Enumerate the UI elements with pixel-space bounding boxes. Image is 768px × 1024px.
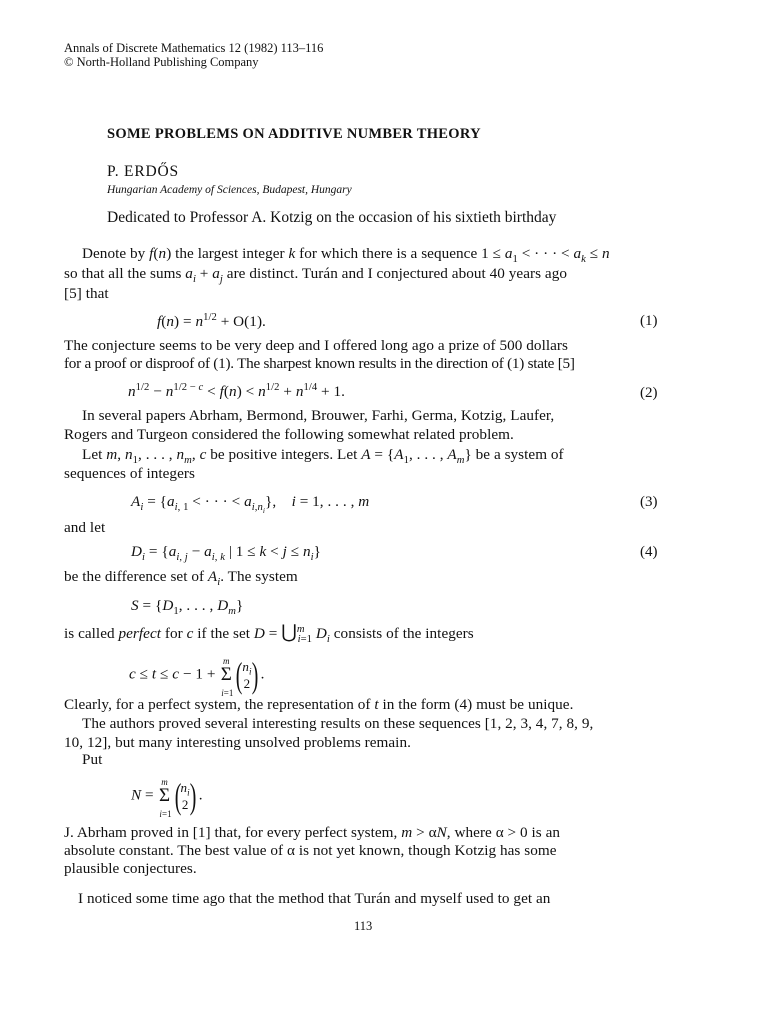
abrham-line3: plausible conjectures. <box>64 860 197 877</box>
paper-title: SOME PROBLEMS ON ADDITIVE NUMBER THEORY <box>107 126 481 142</box>
range-inequality: c ≤ t ≤ c − 1 + m Σ i=1 ($n_i$ 2) . <box>129 655 265 698</box>
para1-line1: Denote by f(n) the largest integer k for which there is a sequence $1 \le a_1$ < · · · < $a_k \le n$ <box>82 245 610 266</box>
system-s-equation: $S = \{D_1$, . . . , $D_m$} <box>131 597 244 618</box>
para2-line2: for a proof or disproof of (1). The sharpest known results in the direction of (1) state [5] <box>64 355 575 372</box>
abrham-line2: absolute constant. The best value of α is not yet known, though Kotzig has some <box>64 842 557 859</box>
equation-4-number: (4) <box>640 544 658 560</box>
equation-1-number: (1) <box>640 313 658 329</box>
equation-2-number: (2) <box>640 385 658 401</box>
equation-2: $n^{1/2} - n^{1/2 - c} < f(n) < n^{1/2} + n^{1/4} + 1$. <box>128 381 346 400</box>
put-text: Put <box>82 751 103 768</box>
abrham-line1: J. Abrham proved in [1] that, for every perfect system, m > αN, where α > 0 is an <box>64 824 561 841</box>
and-let-text: and let <box>64 519 106 536</box>
equation-1: $f(n) = n^{1/2} + O(1)$. <box>157 311 266 330</box>
author-name: P. ERDŐS <box>107 163 179 180</box>
equation-3-number: (3) <box>640 494 658 510</box>
difference-set-text: be the difference set of $A_i$. The system <box>64 568 298 589</box>
para2-line1: The conjecture seems to be very deep and I offered long ago a prize of 500 dollars <box>64 337 568 354</box>
publisher-line: © North-Holland Publishing Company <box>64 55 259 69</box>
authors-line2: 10, 12], but many interesting unsolved problems remain. <box>64 734 411 751</box>
para3-line1: In several papers Abrham, Bermond, Brouwer, Farhi, Germa, Kotzig, Laufer, <box>82 407 555 424</box>
para1-line2: so that all the sums $a_i + a_j$ are distinct. Turán and I conjectured about 40 years ago <box>64 265 567 286</box>
author-affiliation: Hungarian Academy of Sciences, Budapest, Hungary <box>107 184 352 196</box>
para1-line3: [5] that <box>64 285 109 302</box>
journal-citation: Annals of Discrete Mathematics 12 (1982) 113–116 <box>64 41 324 55</box>
para4-line1: Let m, $n_1$, . . . , $n_m$, c be positive integers. Let $A = \{A_1$, . . . , $A_m$} be a system of <box>82 446 564 467</box>
clearly-text: Clearly, for a perfect system, the representation of t in the form (4) must be unique. <box>64 696 574 713</box>
para3-line2: Rogers and Turgeon considered the following somewhat related problem. <box>64 426 514 443</box>
para4-line2: sequences of integers <box>64 465 195 482</box>
page-number: 113 <box>354 919 373 933</box>
final-line: I noticed some time ago that the method that Turán and myself used to get an <box>78 890 551 907</box>
n-definition-equation: N = m Σ i=1 ($n_i$ 2) . <box>131 776 203 819</box>
perfect-definition-text: is called perfect for c if the set D = ⋃$^m_{i=1}$ $D_i$ consists of the integers <box>64 622 474 646</box>
equation-4: $D_i = \{a_{i, j} - a_{i, k}$ | $1 \le k < j \le n_i$} <box>131 543 322 564</box>
dedication: Dedicated to Professor A. Kotzig on the occasion of his sixtieth birthday <box>107 209 557 226</box>
equation-3: $A_i = \{a_{i, 1}$ < · · · < $a_{i,n_i}$}, i = 1, . . . , m <box>131 493 370 516</box>
authors-line1: The authors proved several interesting results on these sequences [1, 2, 3, 4, 7, 8, 9, <box>82 715 594 732</box>
